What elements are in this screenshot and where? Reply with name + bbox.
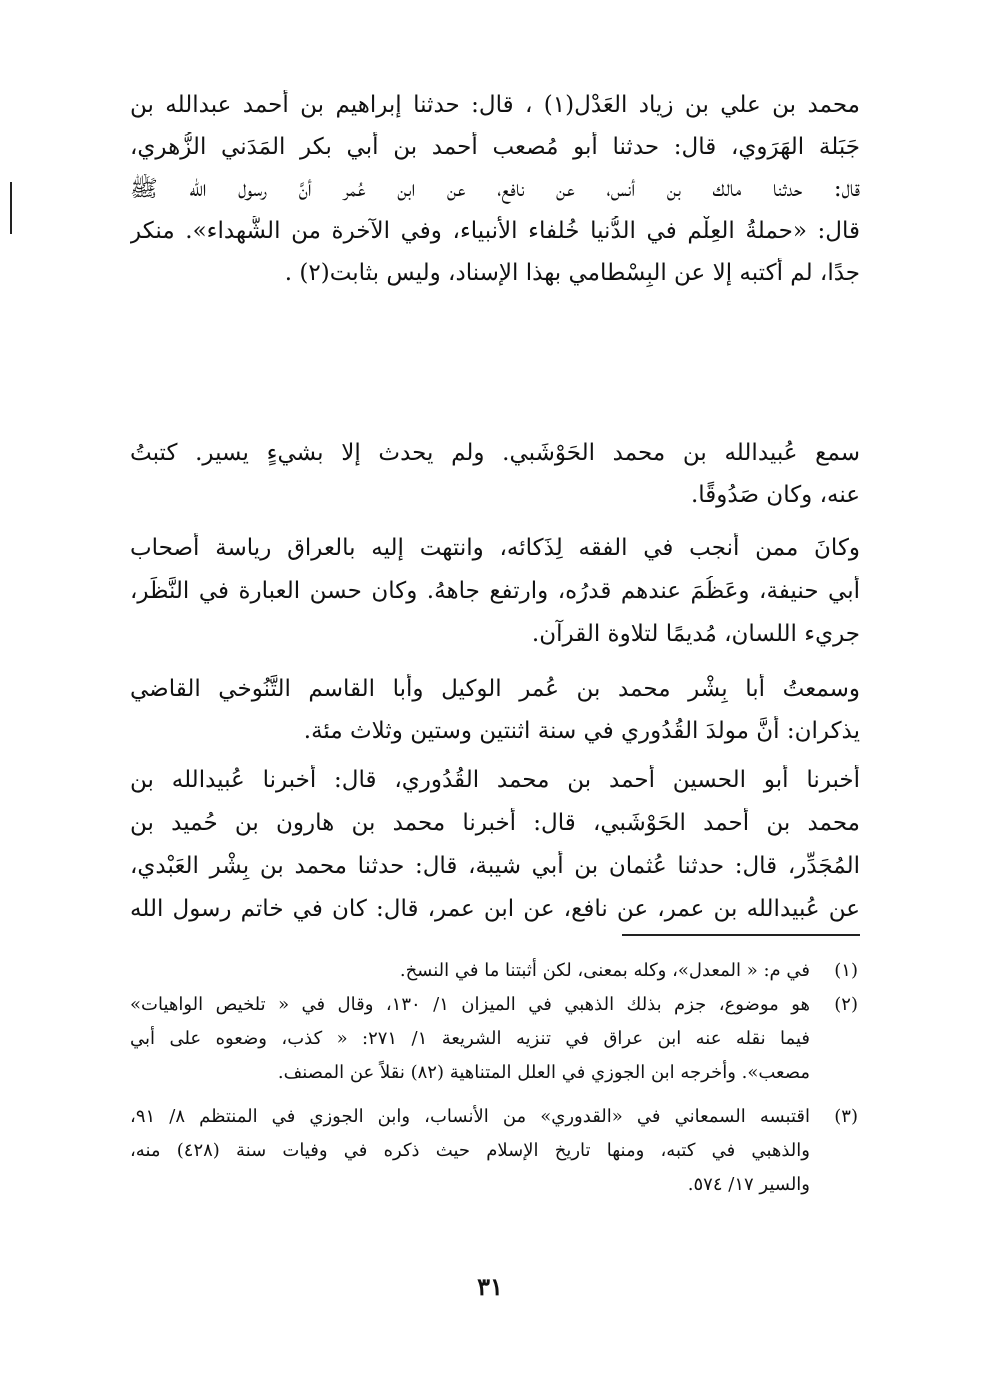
footnote-line: هو موضوع، جزم بذلك الذهبي في الميزان ١/ ١٣٠، وقال في « تلخيص الواهيات»: [130, 994, 810, 1015]
text-line: جريء اللسان، مُديمًا لتلاوة القرآن.: [531, 621, 860, 647]
margin-scan-mark: [10, 182, 12, 234]
footnote-line: والسير ١٧/ ٥٧٤.: [687, 1174, 810, 1195]
footnote-line: في م: « المعدل»، وكله بمعنى، لكن أثبتنا ما في النسخ.: [399, 960, 810, 981]
text-line: جَبَلة الهَرَوي، قال: حدثنا أبو مُصعب أحمد بن أبي بكر المَدَني الزُّهري،: [130, 134, 860, 160]
paragraph-isnad: [130, 765, 860, 924]
text-line: سمع عُبيدالله بن محمد الحَوْشَبي. ولم يحدث إلا بشيءٍ يسير. كتبتُ: [130, 440, 860, 466]
biography-heading: [130, 316, 860, 410]
text-line: أبي حنيفة، وعَظُمَ عندهم قدرُه، وارتفع جاههُ. وكان حسن العبارة في النَّظَر،: [130, 578, 860, 604]
text-line: عن عُبيدالله بن عمر، عن نافع، عن ابن عمر، قال: كان في خاتم رسول الله: [130, 896, 860, 922]
footnote-number: (١): [834, 960, 858, 981]
text-line: عنه، وكان صَدُوقًا.: [690, 482, 860, 508]
footnote-line: مصعب». وأخرجه ابن الجوزي في العلل المتناهية (٨٢) نقلاً عن المصنف.: [277, 1062, 810, 1083]
paragraph-fiqh: [130, 533, 860, 649]
text-line: وكانَ ممن أنجب في الفقه لِذَكائه، وانتهت إليه بالعراق رياسة أصحاب: [130, 535, 860, 561]
text-line: وسمعتُ أبا بِشْر محمد بن عُمر الوكيل وأبا القاسم التَّنُوخي القاضي: [130, 676, 860, 702]
footnote-line: فيما نقله عنه ابن عراق في تنزيه الشريعة ١/ ٢٧١: « كذب، وضعوه على أبي: [130, 1028, 810, 1049]
text-line: يذكران: أنَّ مولدَ القُدُوري في سنة اثنتين وستين وثلاث مئة.: [303, 718, 860, 744]
paragraph-birth: [130, 674, 860, 746]
text-line: محمد بن علي بن زياد العَدْل(١) ، قال: حدثنا إبراهيم بن أحمد عبدالله بن: [130, 92, 860, 118]
footnote-line: اقتبسه السمعاني في «القدوري» من الأنساب، وابن الجوزي في المنتظم ٨/ ٩١،: [130, 1106, 810, 1127]
text-line: قال: «حملةُ العِلْم في الدُّنيا خُلفاء الأنبياء، وفي الآخرة من الشُّهداء». منكر: [130, 218, 860, 244]
heading-line: [130, 370, 860, 410]
text-line: جدًا، لم أكتبه إلا عن البِسْطامي بهذا الإسناد، وليس بثابت(٢) .: [284, 260, 860, 286]
footnote-number: (٣): [834, 1106, 858, 1127]
footnote-separator: [622, 934, 860, 936]
paragraph-sama: [130, 438, 860, 510]
heading-line: [130, 316, 860, 356]
footnote-number: (٢): [834, 994, 858, 1015]
text-line: أخبرنا أبو الحسين أحمد بن محمد القُدُوري، قال: أخبرنا عُبيدالله بن: [130, 767, 860, 793]
page-number: ٣١: [477, 1272, 503, 1301]
paragraph-hadith-chain: [130, 90, 860, 288]
text-line: محمد بن أحمد الحَوْشَبي، قال: أخبرنا محمد بن هارون بن حُميد بن: [130, 810, 860, 836]
footnote-line: والذهبي في كتبه، ومنها تاريخ الإسلام حيث ذكره في وفيات سنة (٤٢٨) منه،: [130, 1140, 810, 1161]
text-line: قال: حدثنا مالك بن أنس، عن نافع، عن ابن عُمر أنَّ رسول الله ﷺ: [130, 176, 860, 202]
text-line: المُجَدِّر، قال: حدثنا عُثمان بن أبي شيبة، قال: حدثنا محمد بن بِشْر العَبْدي،: [130, 853, 860, 879]
